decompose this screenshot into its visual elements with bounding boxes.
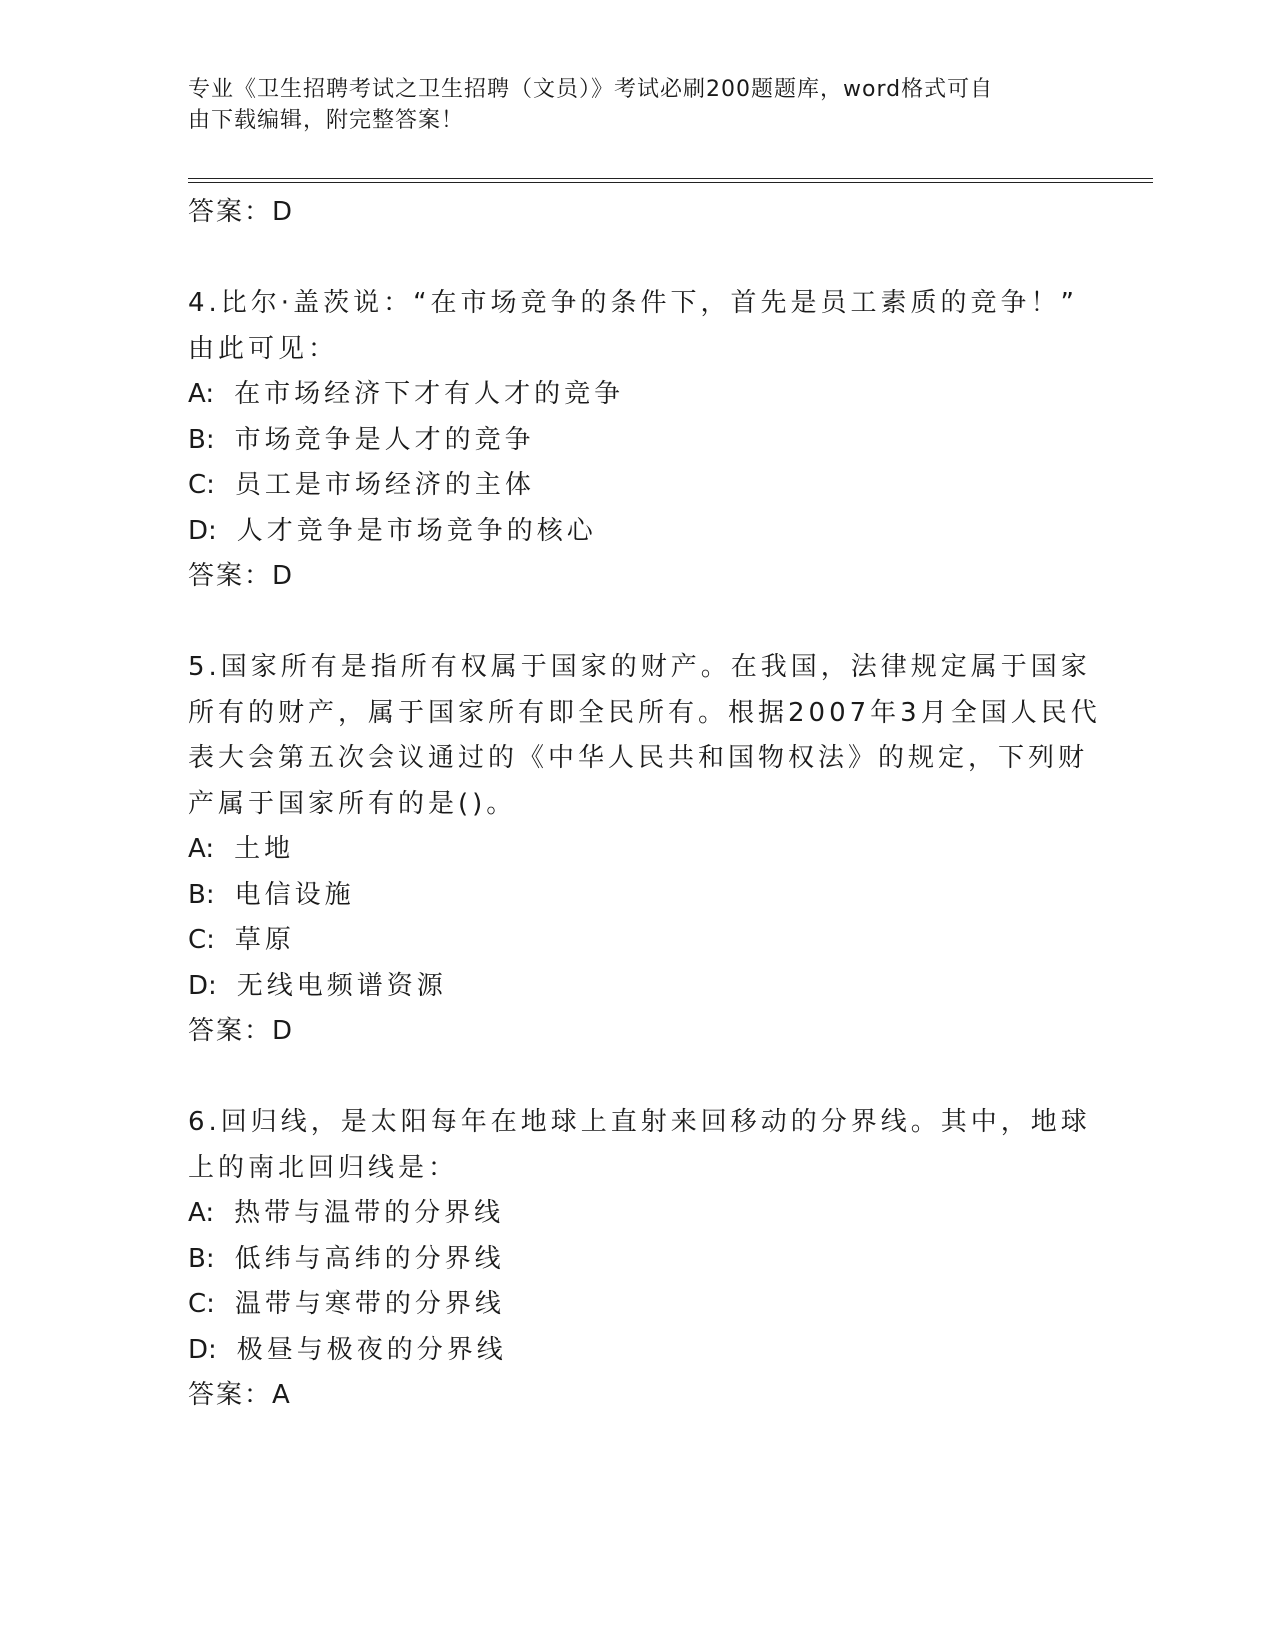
header-line-2: 由下载编辑，附完整答案！ — [188, 108, 465, 133]
option-text: 员工是市场经济的主体 — [234, 470, 535, 500]
answer-line — [188, 554, 1088, 600]
question-stem-line: 5.国家所有是指所有权属于国家的财产。在我国，法律规定属于国家 — [188, 652, 1091, 682]
option-text: 人才竞争是市场竞争的核心 — [236, 515, 597, 546]
option-c — [188, 918, 1088, 964]
option-text: 市场竞争是人才的竞争 — [234, 424, 535, 455]
option-text: 极昼与极夜的分界线 — [236, 1334, 507, 1365]
option-c — [188, 1282, 1088, 1328]
answer-label: 答案： — [188, 1380, 273, 1410]
option-d — [188, 1328, 1088, 1374]
page-header — [188, 74, 1088, 136]
option-b — [188, 1237, 1088, 1283]
answer-line — [188, 190, 1088, 236]
option-text: 电信设施 — [234, 879, 355, 910]
answer-label: 答案： — [188, 561, 273, 591]
question-stem-line: 所有的财产，属于国家所有即全民所有。根据2007年3月全国人民代 — [188, 697, 1101, 728]
option-b — [188, 873, 1088, 919]
question-stem-line: 上的南北回归线是： — [188, 1152, 459, 1183]
option-d — [188, 509, 1088, 555]
option-letter: B: — [188, 879, 215, 910]
question-6 — [188, 1100, 1091, 1419]
option-letter: B: — [188, 1243, 215, 1274]
question-stem-line: 4.比尔·盖茨说：“在市场竞争的条件下，首先是员工素质的竞争！” — [188, 288, 1079, 318]
option-text: 低纬与高纬的分界线 — [234, 1243, 505, 1274]
option-text: 无线电频谱资源 — [236, 970, 447, 1001]
answer-label: 答案： — [188, 197, 273, 227]
question-stem-line: 表大会第五次会议通过的《中华人民共和国物权法》的规定，下列财 — [188, 743, 1089, 773]
question-stem-line: 由此可见： — [188, 333, 339, 364]
document-body — [188, 190, 1101, 1419]
option-text: 草原 — [234, 925, 295, 955]
option-letter: C: — [188, 1289, 215, 1319]
option-c — [188, 463, 1088, 509]
option-text: 温带与寒带的分界线 — [234, 1289, 505, 1319]
option-a — [188, 372, 1088, 418]
question-stem-line: 6.回归线，是太阳每年在地球上直射来回移动的分界线。其中，地球 — [188, 1107, 1091, 1137]
option-letter: D: — [188, 515, 217, 546]
question-4 — [188, 281, 1088, 600]
option-text: 土地 — [234, 834, 295, 864]
header-divider — [188, 178, 1153, 183]
answer-value: D — [272, 1016, 294, 1046]
option-letter: A: — [188, 834, 215, 864]
answer-label: 答案： — [188, 1016, 273, 1046]
answer-line — [188, 1009, 1088, 1055]
question-5 — [188, 645, 1101, 1055]
option-letter: A: — [188, 1198, 215, 1228]
header-line-1: 专业《卫生招聘考试之卫生招聘（文员）》考试必刷200题题库，word格式可自 — [188, 77, 994, 102]
option-letter: C: — [188, 925, 215, 955]
answer-value: A — [272, 1380, 291, 1410]
option-letter: A: — [188, 379, 215, 409]
question-stem-line: 产属于国家所有的是()。 — [188, 788, 517, 819]
option-b — [188, 418, 1088, 464]
answer-value: D — [272, 197, 294, 227]
option-letter: D: — [188, 970, 217, 1001]
option-d — [188, 964, 1088, 1010]
option-letter: D: — [188, 1334, 217, 1365]
option-text: 在市场经济下才有人才的竞争 — [234, 379, 625, 409]
answer-value: D — [272, 561, 294, 591]
answer-line — [188, 1373, 1088, 1419]
option-letter: C: — [188, 470, 215, 500]
option-a — [188, 1191, 1088, 1237]
option-a — [188, 827, 1088, 873]
option-text: 热带与温带的分界线 — [234, 1198, 505, 1228]
option-letter: B: — [188, 424, 215, 455]
